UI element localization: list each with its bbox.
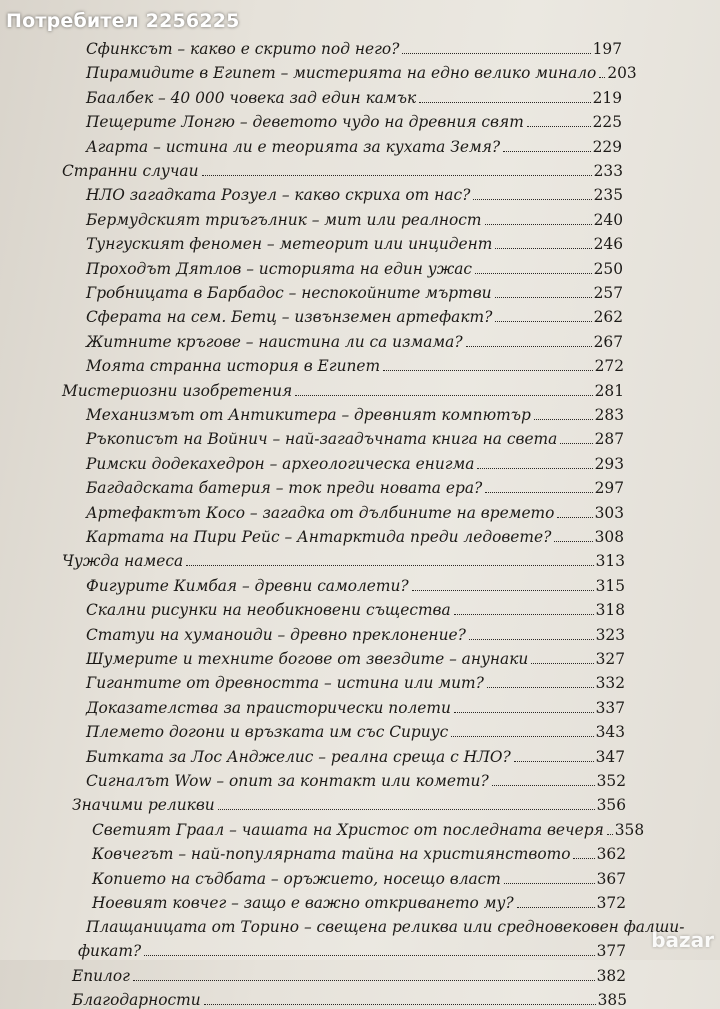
toc-entry-title: Пещерите Лонгю – деветото чудо на древния свят — [86, 113, 524, 132]
site-logo: bazar — [651, 928, 714, 952]
toc-entry — [86, 772, 626, 790]
toc-page-number: 257 — [593, 284, 623, 302]
toc-page-number: 197 — [592, 40, 622, 58]
toc-entry — [86, 577, 625, 595]
toc-section — [72, 796, 626, 814]
toc-page-number: 385 — [597, 991, 627, 1009]
toc-page-number: 367 — [596, 869, 626, 888]
dot-leader — [204, 1004, 596, 1005]
toc-entry — [86, 64, 637, 83]
toc-page-number: 283 — [594, 406, 624, 424]
toc-entry-title: Гигантите от древността – истина или мит? — [86, 674, 484, 693]
toc-page-number: 313 — [595, 552, 625, 571]
toc-entry-title: Плащаницата от Торино – свещена реликва или средновековен фалши- — [86, 918, 685, 937]
toc-entry — [86, 260, 623, 278]
toc-page-number: 272 — [594, 357, 624, 376]
toc-page-number: 240 — [593, 210, 623, 229]
toc-entry — [86, 430, 624, 448]
toc-entry — [86, 528, 624, 546]
dot-leader — [412, 590, 594, 591]
dot-leader — [454, 614, 594, 615]
dot-leader — [573, 858, 594, 859]
toc-page-number: 382 — [596, 966, 626, 985]
toc-page-number: 327 — [595, 650, 625, 668]
toc-page-number: 337 — [595, 698, 625, 717]
toc-entry-title: Епилог — [72, 966, 130, 985]
toc-entry — [86, 357, 624, 375]
toc-page-number: 356 — [596, 796, 626, 815]
toc-entry-title: Тунгуският феномен – метеорит или инцидент — [86, 235, 493, 254]
toc-entry-title: Сигналът Wow – опит за контакт или комети? — [86, 772, 489, 790]
toc-page-number: 246 — [593, 235, 623, 254]
toc-entry — [86, 626, 625, 644]
toc-entry-title: Скални рисунки на необикновени същества — [86, 601, 451, 620]
toc-entry — [86, 650, 625, 668]
toc-entry-title: Шумерите и техните богове от звездите – анунаки — [86, 650, 529, 668]
toc-entry-title: Моята странна история в Египет — [86, 357, 381, 376]
dot-leader — [495, 297, 592, 298]
toc-entry-title: НЛО загадката Розуел – какво скриха от нас? — [86, 186, 471, 205]
toc-entry — [86, 138, 622, 156]
toc-section — [72, 991, 627, 1009]
toc-entry-title: Ръкописът на Войнич – най-загадъчната книга на света — [86, 430, 558, 449]
toc-entry-title: Ковчегът – най-популярната тайна на християнството — [92, 845, 571, 864]
toc-entry-title: Племето догони и връзката им със Сириус — [86, 723, 449, 742]
dot-leader — [133, 980, 595, 981]
toc-page-number: 377 — [596, 942, 626, 961]
toc-entry-title: Житните кръгове – наистина ли са измама? — [86, 332, 463, 351]
toc-page-number: 235 — [593, 186, 623, 205]
toc-entry — [86, 699, 625, 717]
toc-entry-title: Картата на Пири Рейс – Антарктида преди ледовете? — [86, 528, 552, 546]
toc-section — [62, 382, 624, 400]
toc-entry-title: Сфинксът – какво е скрито под него? — [86, 40, 400, 58]
dot-leader — [466, 346, 592, 347]
dot-leader — [557, 517, 592, 518]
dot-leader — [451, 736, 593, 737]
dot-leader — [503, 151, 590, 152]
dot-leader — [485, 492, 592, 493]
toc-entry — [86, 455, 624, 473]
toc-entry-title: Гробницата в Барбадос – неспокойните мъртви — [86, 284, 492, 302]
dot-leader — [599, 77, 605, 78]
toc-entry-title: Пирамидите в Египет – мистерията на едно велико минало — [86, 64, 597, 83]
toc-page-number: 287 — [594, 430, 624, 449]
user-watermark: Потребител 2256225 — [6, 10, 240, 32]
toc-page-number: 372 — [596, 894, 626, 912]
dot-leader — [419, 102, 590, 103]
toc-page-number: 315 — [595, 576, 625, 595]
toc-page-number: 358 — [614, 820, 645, 839]
toc-entry-title-continued: фикат? — [78, 942, 142, 961]
toc-entry — [86, 186, 623, 204]
toc-entry-title: Странни случаи — [62, 162, 199, 180]
toc-entry-title: Ноевият ковчег – защо е важно откриването му? — [92, 894, 514, 912]
dot-leader — [475, 273, 592, 274]
dot-leader — [469, 639, 594, 640]
dot-leader — [295, 395, 592, 396]
toc-entry-title: Римски додекахедрон – археологическа енигма — [86, 454, 475, 473]
dot-leader — [218, 809, 595, 810]
dot-leader — [534, 419, 593, 420]
toc-entry — [86, 89, 622, 107]
toc-entry-title: Багдадската батерия – ток преди новата ера? — [86, 479, 483, 498]
toc-entry-title: Мистериозни изобретения — [62, 381, 293, 400]
toc-page-number: 281 — [594, 381, 624, 400]
dot-leader — [504, 883, 595, 884]
dot-leader — [186, 565, 593, 566]
toc-page-number: 250 — [593, 259, 623, 278]
toc-entry — [86, 723, 625, 741]
dot-leader — [495, 321, 591, 322]
toc-entry-title: Статуи на хуманоиди – древно преклонение? — [86, 625, 466, 644]
dot-leader — [607, 834, 613, 835]
toc-entry — [86, 479, 624, 497]
toc-entry — [86, 113, 622, 131]
toc-entry-title: Артефактът Косо – загадка от дълбините на времето — [86, 503, 555, 522]
toc-entry-title: Битката за Лос Анджелис – реална среща с НЛО? — [86, 747, 511, 766]
toc-entry-title: Значими реликви — [72, 796, 215, 815]
toc-page-number: 303 — [594, 503, 624, 522]
dot-leader — [144, 955, 594, 956]
toc-entry-title: Чужда намеса — [62, 552, 184, 571]
toc-page-number: 225 — [592, 113, 622, 132]
dot-leader — [495, 248, 591, 249]
toc-entry — [86, 748, 625, 766]
toc-page-number: 293 — [594, 454, 624, 473]
toc-entry-title: Благодарности — [72, 991, 201, 1009]
toc-section — [62, 162, 623, 180]
toc-entry-title: Копието на съдбата – оръжието, носещо власт — [92, 869, 501, 888]
dot-leader — [477, 468, 592, 469]
toc-entry — [78, 942, 626, 960]
dot-leader — [402, 53, 590, 54]
toc-page-number: 229 — [592, 137, 622, 156]
toc-page-number: 352 — [596, 772, 626, 790]
toc-page-number: 362 — [596, 845, 626, 864]
toc-entry-title: Сферата на сем. Бетц – извънземен артефакт? — [86, 308, 493, 327]
toc-entry — [86, 504, 624, 522]
dot-leader — [492, 785, 595, 786]
toc-entry — [92, 820, 645, 839]
toc-entry — [86, 601, 625, 619]
dot-leader — [383, 370, 593, 371]
toc-entry-title: Агарта – истина ли е теорията за кухата Земя? — [86, 137, 501, 156]
toc-entry-title: Доказателства за праисторически полети — [86, 698, 451, 717]
dot-leader — [454, 712, 594, 713]
dot-leader — [554, 541, 592, 542]
toc-entry — [86, 333, 623, 351]
dot-leader — [202, 175, 592, 176]
dot-leader — [487, 687, 594, 688]
toc-entry-title: Баалбек – 40 000 човека зад един камък — [86, 88, 417, 107]
toc-entry — [92, 845, 626, 863]
toc-section — [72, 967, 626, 985]
toc-page-number: 262 — [593, 308, 623, 327]
toc-entry-title: Светият Граал – чашата на Христос от последната вечеря — [92, 820, 604, 839]
toc-page-number: 332 — [595, 674, 625, 693]
toc-page-number: 318 — [595, 601, 625, 620]
dot-leader — [531, 663, 593, 664]
toc-page-number: 219 — [592, 88, 622, 107]
toc-entry — [86, 284, 623, 302]
dot-leader — [473, 199, 591, 200]
toc-page-number: 267 — [593, 332, 623, 351]
toc-entry — [86, 235, 623, 253]
toc-entry-title: Механизмът от Антикитера – древният компютър — [86, 406, 531, 424]
toc-section — [62, 552, 625, 570]
toc-page-number: 297 — [594, 479, 624, 498]
toc-entry — [86, 211, 623, 229]
dot-leader — [517, 907, 595, 908]
toc-page-number: 203 — [607, 64, 637, 83]
toc-entry-title: Фигурите Кимбая – древни самолети? — [86, 576, 409, 595]
toc-page-number: 323 — [595, 625, 625, 644]
toc-page-number: 343 — [595, 723, 625, 742]
dot-leader — [514, 761, 594, 762]
toc-entry — [92, 894, 626, 912]
toc-entry — [86, 308, 623, 326]
toc-entry — [86, 406, 624, 424]
toc-page-number: 308 — [594, 528, 624, 546]
toc-entry-title: Бермудският триъгълник – мит или реалност — [86, 210, 482, 229]
toc-page-number: 233 — [593, 162, 623, 180]
toc-entry — [92, 870, 626, 888]
toc-entry — [86, 674, 625, 692]
dot-leader — [485, 224, 592, 225]
dot-leader — [560, 443, 592, 444]
dot-leader — [527, 126, 591, 127]
toc-entry — [86, 40, 622, 58]
toc-page-number: 347 — [595, 747, 625, 766]
toc-entry-title: Проходът Дятлов – историята на един ужас — [86, 259, 473, 278]
